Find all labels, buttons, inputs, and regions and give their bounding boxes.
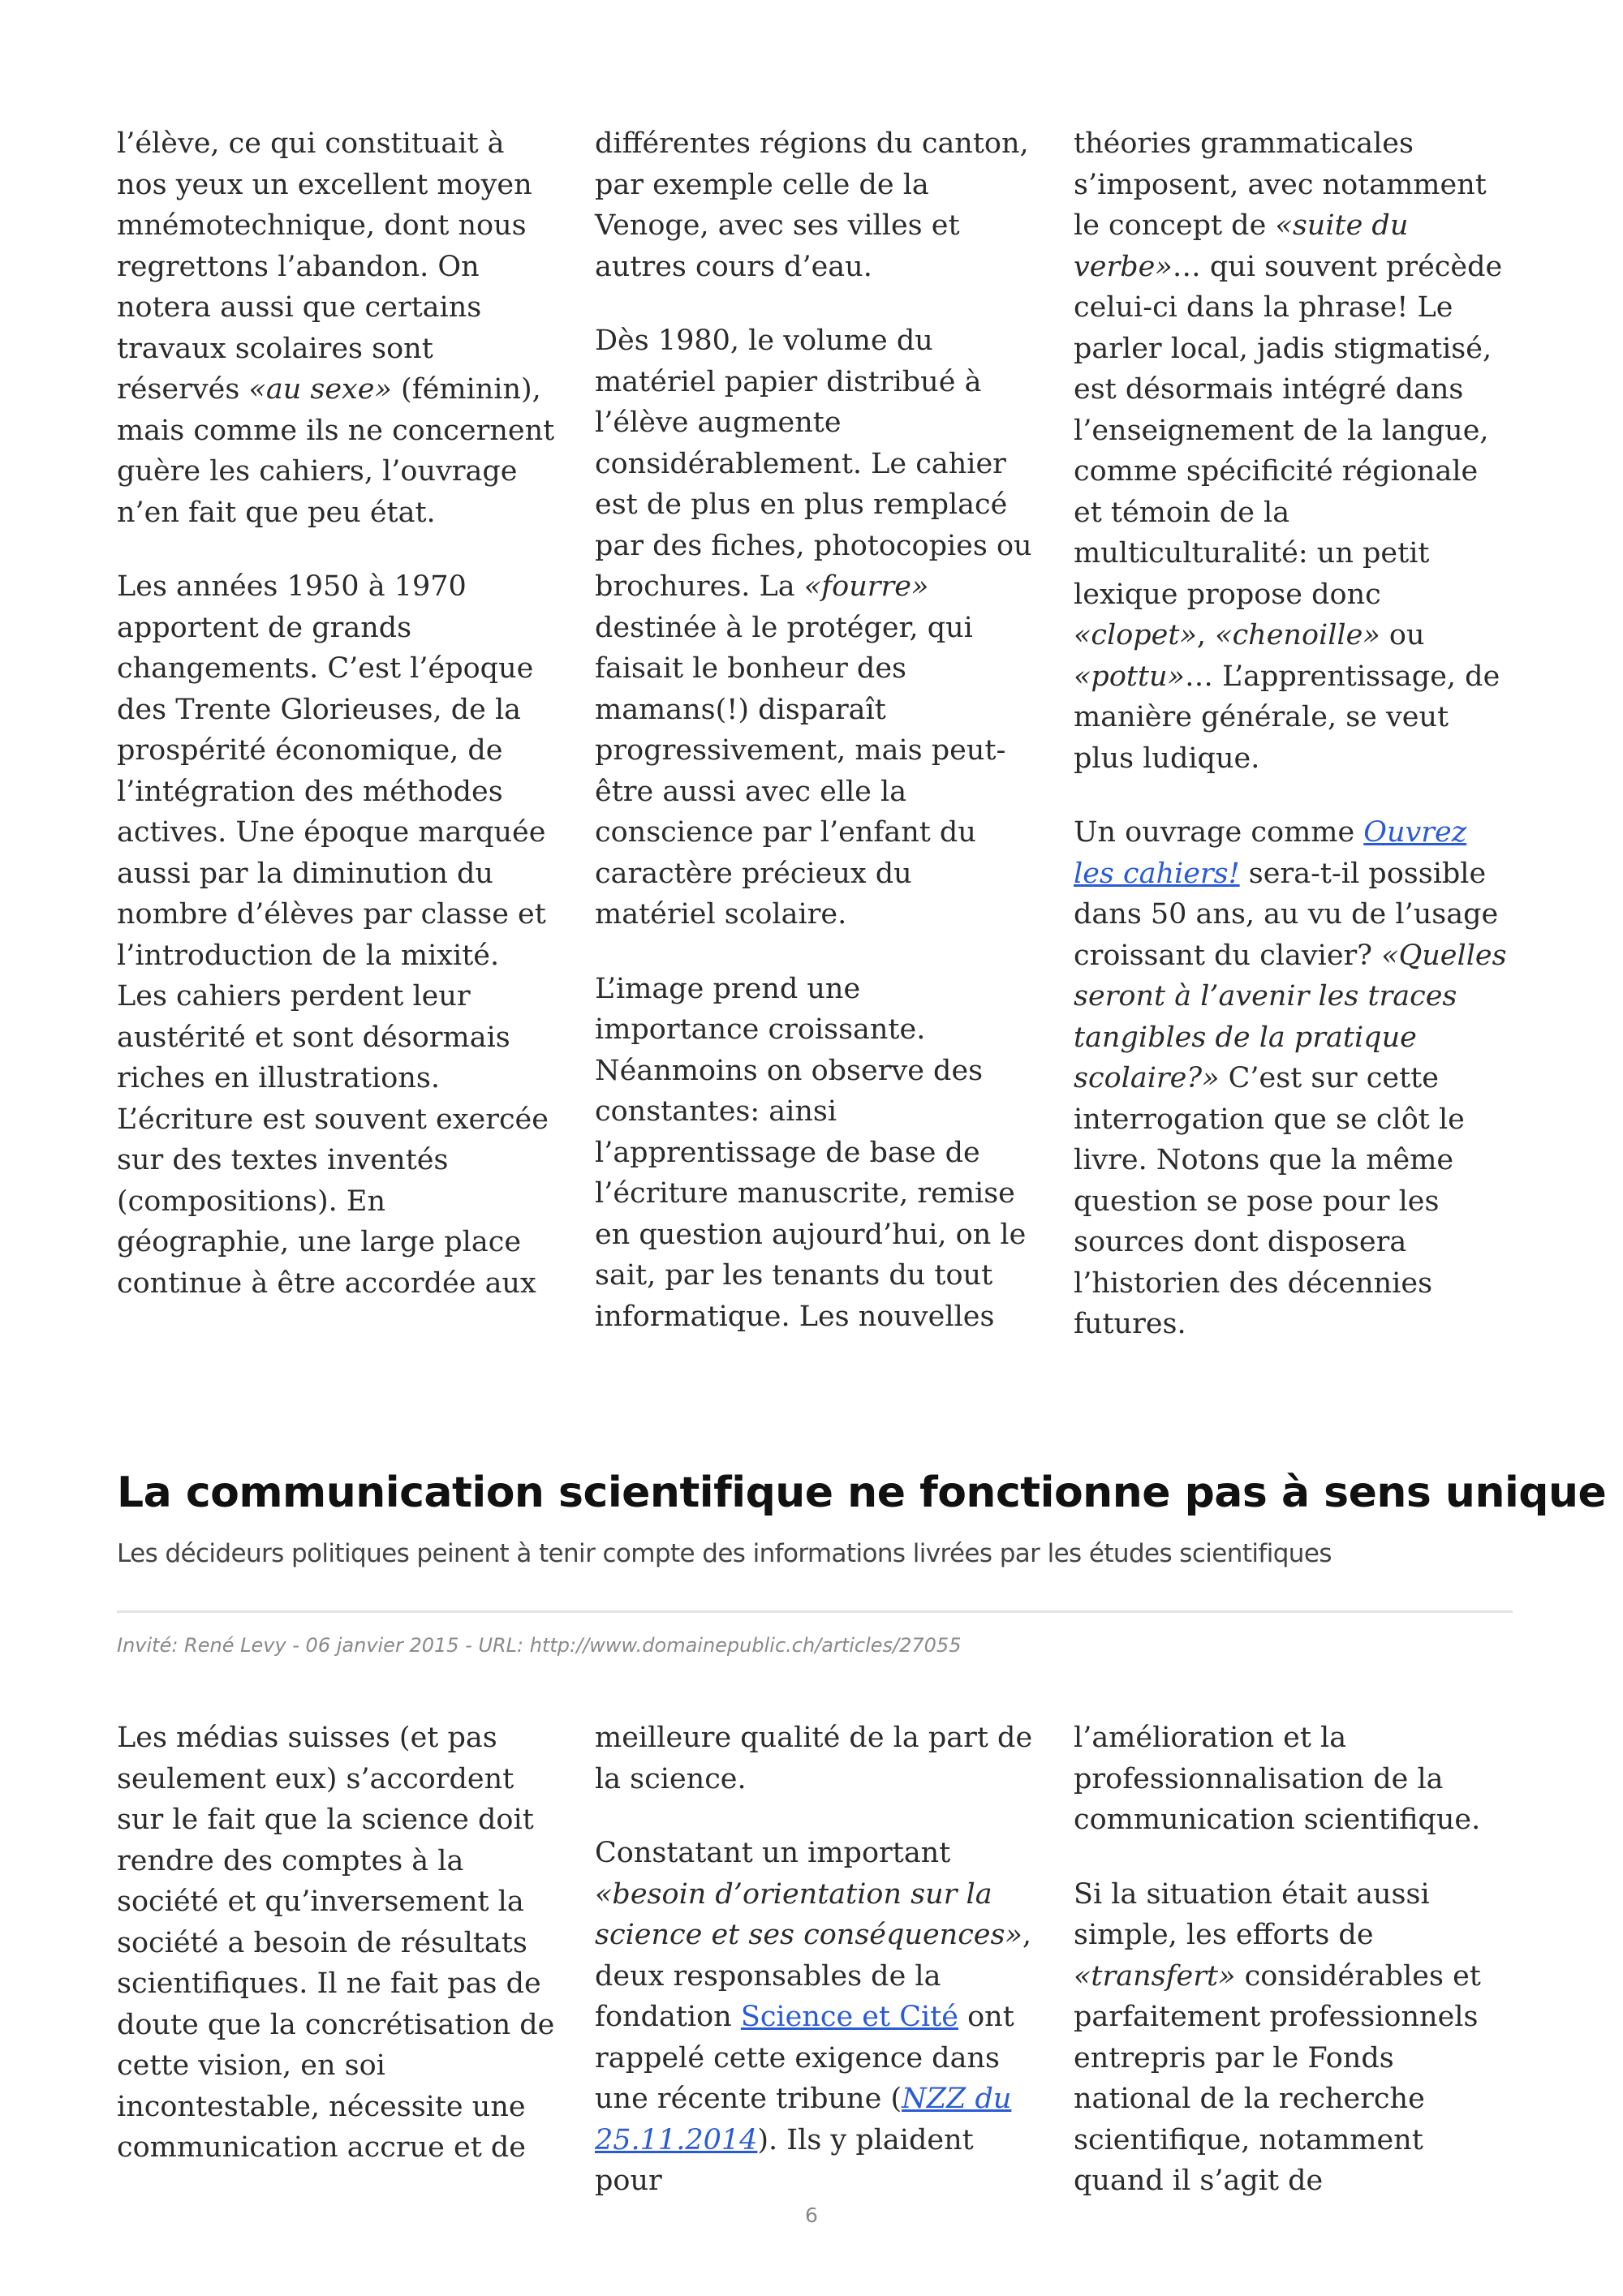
top-column-2 [595,123,1033,1337]
quote: «Quelles seront à l’avenir les traces tangibles de la pratique scolaire?» [1074,939,1507,1094]
paragraph: différentes régions du canton, par exemple celle de la Venoge, avec ses villes et autres cours d’eau. [595,127,1029,283]
article-title: La communication scientifique ne fonctionne pas à sens unique [117,1468,1607,1517]
quote: «au sexe» [248,373,392,406]
paragraph: Un ouvrage comme Ouvrez les cahiers! sera-t-il possible dans 50 ans, au vu de l’usage croissant du clavier? «Quelles seront à l’avenir les traces tangibles de la pratique scolaire?» C’est sur cette interrogation que se clôt le livre. Notons que la même question se pose pour les sources dont disposera l’historien des décennies futures. [1074,816,1507,1340]
top-column-1 [117,123,555,1304]
bottom-column-3 [1074,1718,1512,2202]
paragraph: Les médias suisses (et pas seulement eux) s’accordent sur le fait que la science doit rendre des comptes à la société et qu’inversement la société a besoin de résultats scientifiques. Il ne fait pas de doute que la concrétisation de cette vision, en soi incontestable, nécessite une communication accrue et de [117,1722,555,2164]
top-column-3 [1074,123,1512,1345]
quote: «besoin d’orientation sur la science et ses conséquences» [595,1877,1022,1951]
paragraph: meilleure qualité de la part de la science. [595,1722,1033,1795]
bottom-column-1 [117,1718,555,2169]
quote: «transfert» [1074,1959,1236,1993]
paragraph: L’image prend une importance croissante. Néanmoins on observe des constantes: ainsi l’apprentissage de base de l’écriture manuscrite, remise en question aujourd’hui, on le sait, par les tenants du tout informatique. Les nouvelles [595,972,1027,1333]
quote: «clopet» [1074,619,1197,651]
page-number: 6 [805,2204,818,2227]
paragraph: Si la situation était aussi simple, les efforts de «transfert» considérables et parfaitement professionnels entrepris par le Fonds national de la recherche scientifique, notamment quand il s’agit de [1074,1877,1481,2197]
article-meta: Invité: René Levy - 06 janvier 2015 - URL: http://www.domainepublic.ch/articles/27055 [117,1634,962,1657]
paragraph: théories grammaticales s’imposent, avec notamment le concept de «suite du verbe»… qui souvent précède celui-ci dans la phrase! Le parler local, jadis stigmatisé, est désormais intégré dans l’enseignement de la langue, comme spécificité régionale et témoin de la multiculturalité: un petit lexique propose donc «clopet», «chenoille» ou «pottu»… L’apprentissage, de manière générale, se veut plus ludique. [1074,127,1503,775]
science-et-cite-link[interactable]: Science et Cité [740,2001,958,2033]
paragraph: l’élève, ce qui constituait à nos yeux un excellent moyen mnémotechnique, dont nous regrettons l’abandon. On notera aussi que certains travaux scolaires sont réservés «au sexe» (féminin), mais comme ils ne concernent guère les cahiers, l’ouvrage n’en fait que peu état. [117,127,555,529]
quote: «suite du verbe» [1074,209,1409,283]
paragraph: Constatant un important «besoin d’orientation sur la science et ses conséquences», deux responsables de la fondation Science et Cité ont rappelé cette exigence dans une récente tribune (NZZ du 25.11.2014). Ils y plaident pour [595,1837,1032,2197]
quote: «chenoille» [1215,619,1380,651]
paragraph: Les années 1950 à 1970 apportent de grands changements. C’est l’époque des Trente Glorieuses, de la prospérité économique, de l’intégration des méthodes actives. Une époque marquée aussi par la diminution du nombre d’élèves par classe et l’introduction de la mixité. Les cahiers perdent leur austérité et sont désormais riches en illustrations. L’écriture est souvent exercée sur des textes inventés (compositions). En géographie, une large place continue à être accordée aux [117,570,549,1300]
paragraph: Dès 1980, le volume du matériel papier distribué à l’élève augmente considérablement. Le cahier est de plus en plus remplacé par des fiches, photocopies ou brochures. La «fourre» destinée à le protéger, qui faisait le bonheur des mamans(!) disparaît progressivement, mais peut-être aussi avec elle la conscience par l’enfant du caractère précieux du matériel scolaire. [595,325,1032,931]
paragraph: l’amélioration et la professionnalisation de la communication scientifique. [1074,1722,1481,1836]
divider [117,1610,1513,1613]
nzz-link[interactable]: NZZ du 25.11.2014 [595,2083,1012,2156]
quote: «pottu» [1074,660,1185,693]
bottom-column-2 [595,1718,1033,2202]
quote: «fourre» [803,570,929,603]
article-subtitle: Les décideurs politiques peinent à tenir compte des informations livrées par les études scientifiques [117,1539,1332,1568]
book-link[interactable]: Ouvrez les cahiers! [1074,816,1467,890]
